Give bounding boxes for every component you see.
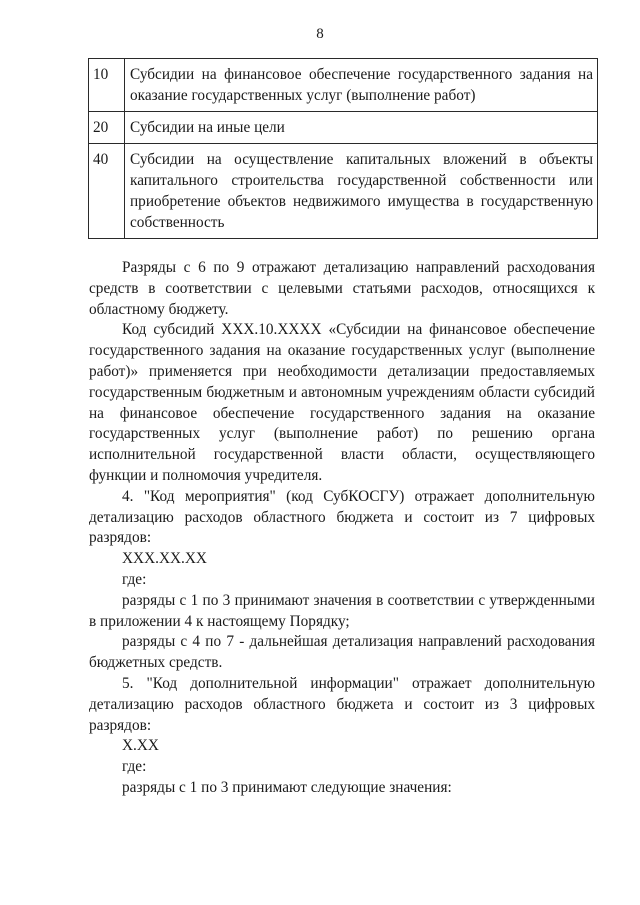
document-body [89, 258, 595, 799]
table-row [89, 112, 598, 144]
page-number: 8 [316, 26, 324, 42]
paragraph: разряды с 1 по 3 принимают значения в соответствии с утвержденными в приложении 4 к настоящему Порядку; [89, 591, 595, 630]
paragraph: разряды с 4 по 7 - дальнейшая детализация направлений расходования бюджетных средств. [89, 633, 595, 672]
table-row [89, 59, 598, 112]
paragraph: 4. "Код мероприятия" (код СубКОСГУ) отражает дополнительную детализацию расходов областного бюджета и состоит из 7 цифровых разрядов: [89, 487, 595, 547]
row-description: Субсидии на иные цели [125, 112, 598, 144]
paragraph: Код субсидий ХХХ.10.ХХХХ «Субсидии на финансовое обеспечение государственного задания на оказание государственных услуг (выполнение работ)» применяется при необходимости детализации предоставляемых государственным бюджетным и автономным учреждениям области субсидий на финансовое обеспечение государственного задания на оказание государственных услуг (выполнение работ) по решению органа исполнительной государственной власти области, осуществляющего функции и полномочия учредителя. [89, 321, 595, 484]
row-code: 20 [89, 112, 125, 144]
paragraph: 5. "Код дополнительной информации" отражает дополнительную детализацию расходов областного бюджета и состоит из 3 цифровых разрядов: [89, 674, 595, 734]
code-format: Х.ХХ [122, 737, 159, 755]
row-code: 40 [89, 144, 125, 239]
table-row [89, 144, 598, 239]
paragraph: разряды с 1 по 3 принимают следующие значения: [122, 778, 452, 796]
code-format: ХХХ.ХХ.ХХ [122, 550, 207, 568]
paragraph: где: [122, 758, 147, 776]
paragraph: Разряды с 6 по 9 отражают детализацию направлений расходования средств в соответствии с целевыми статьями расходов, относящихся к областному бюджету. [89, 259, 595, 318]
row-description: Субсидии на финансовое обеспечение государственного задания на оказание государственных услуг (выполнение работ) [125, 59, 598, 112]
subsidies-table [88, 58, 598, 239]
row-code: 10 [89, 59, 125, 112]
paragraph: где: [122, 570, 147, 588]
row-description: Субсидии на осуществление капитальных вложений в объекты капитального строительства государственной собственности или приобретение объектов недвижимого имущества в государственную собственность [125, 144, 598, 239]
